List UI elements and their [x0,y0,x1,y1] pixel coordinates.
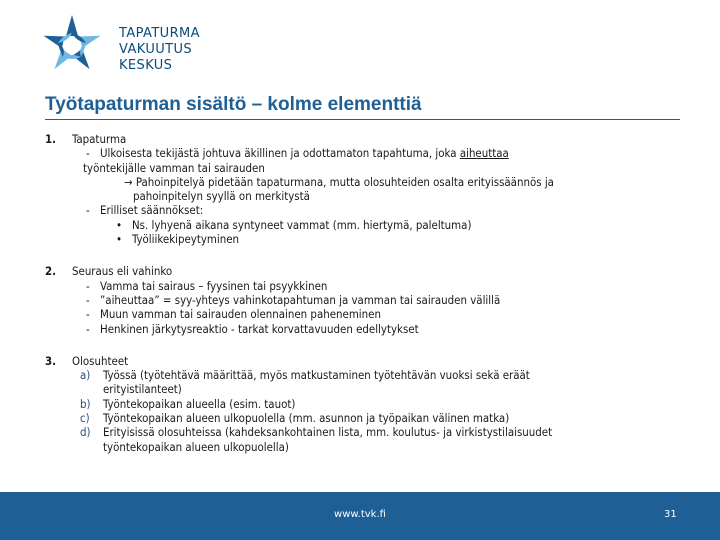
list-item [45,322,665,336]
item-text: Erityisissä olosuhteissa (kahdeksankohtainen lista, mm. koulutus- ja virkistystilaisuudet [103,425,553,440]
item-text-continuation: erityistilanteet) [103,382,182,397]
list-item [45,146,665,160]
item-letter: d) [80,425,91,440]
bullet-marker: • [116,217,123,232]
item-letter: b) [80,396,91,411]
list-item-text: Ulkoisesta tekijästä johtuva äkillinen ja odottamaton tapahtuma, joka [100,146,460,161]
dash-marker: - [86,203,90,218]
bullet-item [116,232,665,246]
item-text: Työntekopaikan alueen ulkopuolella (mm. asunnon ja työpaikan välinen matka) [103,411,510,426]
section-accident [45,132,665,246]
section-circumstances [45,354,665,454]
dash-marker: - [86,278,90,293]
item-letter: a) [80,368,91,383]
logo-line-3: KESKUS [119,58,173,73]
bullet-text: Työliikekipeytyminen [132,232,240,247]
item-text: Työssä (työtehtävä määrittää, myös matkustaminen työtehtävän vuoksi sekä eräät [103,368,530,383]
arrow-note: → Pahoinpitelyä pidetään tapaturmana, mutta olosuhteiden osalta erityissäännös ja [124,174,554,189]
title-divider [45,119,680,120]
logo-line-1: TAPATURMA [119,26,200,41]
dash-marker: - [86,292,90,307]
lettered-item [80,411,665,425]
star-logo-icon [34,14,114,76]
dash-marker: - [86,146,90,161]
dash-marker: - [86,321,90,336]
slide-content [45,132,665,472]
item-text-continuation: työntekopaikan alueen ulkopuolella) [103,439,289,454]
list-item-text: Henkinen järkytysreaktio - tarkat korvattavuuden edellytykset [100,321,419,336]
section-heading: Tapaturma [72,132,127,146]
list-item [45,307,665,321]
list-item-text: ”aiheuttaa” = syy-yhteys vahinkotapahtuman ja vamman tai sairauden välillä [100,292,501,307]
section-number: 1. [45,132,57,146]
lettered-item [80,368,665,397]
item-letter: c) [80,411,90,426]
arrow-note-continuation: pahoinpitelyn syyllä on merkitystä [133,189,310,204]
bullet-text: Ns. lyhyenä aikana syntyneet vammat (mm. hiertymä, paleltuma) [132,217,472,232]
logo [34,14,234,76]
item-text: Työntekopaikan alueella (esim. tauot) [103,396,296,411]
lettered-item [80,397,665,411]
bullet-marker: • [116,232,123,247]
dash-marker: - [86,307,90,322]
footer-bar [0,492,720,540]
bullet-item [116,218,665,232]
list-item [45,203,665,217]
page-number: 31 [664,509,677,520]
footer-url[interactable]: www.tvk.fi [334,509,386,520]
list-item-text: Erilliset säännökset: [100,203,204,218]
underlined-term: aiheuttaa [459,146,509,161]
list-item [45,293,665,307]
section-number: 3. [45,353,57,368]
logo-line-2: VAKUUTUS [119,42,193,57]
section-heading: Seuraus eli vahinko [72,264,173,279]
list-item-text: Muun vamman tai sairauden olennainen paheneminen [100,307,381,322]
list-item-text: Vamma tai sairaus – fyysinen tai psyykkinen [100,278,328,293]
section-number: 2. [45,264,57,279]
page-title: Työtapaturman sisältö – kolme elementtiä [45,94,422,115]
lettered-item [80,425,665,454]
list-item [45,279,665,293]
list-item-continuation: työntekijälle vamman tai sairauden [83,160,265,175]
section-consequence [45,264,665,335]
section-heading: Olosuhteet [72,353,129,368]
